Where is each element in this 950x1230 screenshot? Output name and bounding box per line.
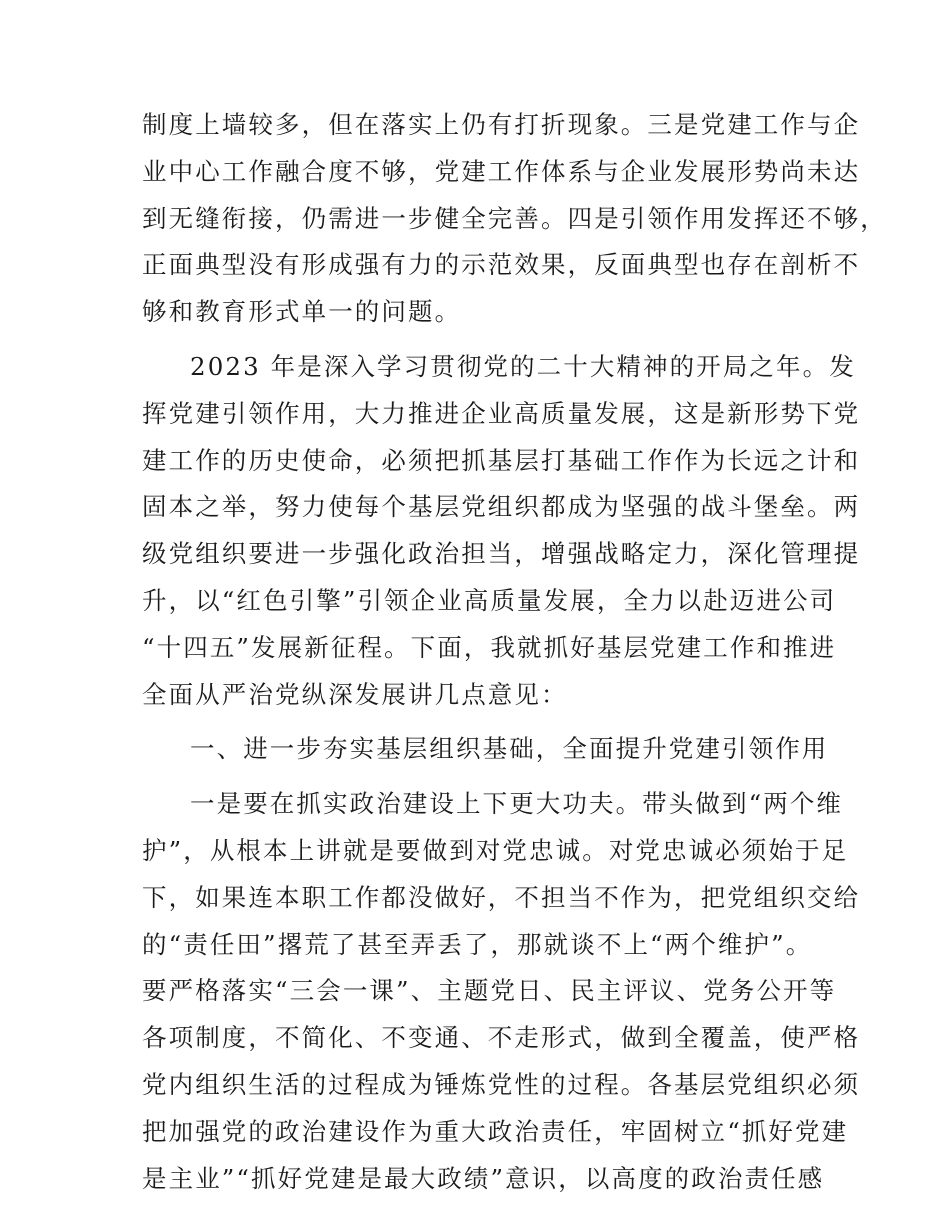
text-line: 2023 年是深入学习贯彻党的二十大精神的开局之年。发	[190, 351, 856, 381]
paragraph-continuation	[142, 102, 887, 336]
paragraph-political-building	[142, 781, 861, 1202]
section-heading-text: 一、进一步夯实基层组织基础，全面提升党建引领作用	[190, 734, 829, 764]
text-line: 级党组织要进一步强化政治担当，增强战略定力，深化管理提	[142, 539, 861, 569]
text-line: 把加强党的政治建设作为重大政治责任，牢固树立“抓好党建	[142, 1116, 849, 1146]
text-line: 升，以“红色引擎”引领企业高质量发展，全力以赴迈进公司	[142, 585, 837, 615]
text-line: 要严格落实“三会一课”、主题党日、民主评议、党务公开等	[142, 976, 837, 1006]
paragraph-2023-intro	[142, 344, 861, 718]
text-line: 制度上墙较多，但在落实上仍有打折现象。三是党建工作与企	[142, 110, 861, 139]
text-line: 固本之举，努力使每个基层党组织都成为坚强的战斗堡垒。两	[142, 492, 861, 522]
text-line: 下，如果连本职工作都没做好，不担当不作为，把党组织交给	[142, 882, 861, 912]
text-line: 一是要在抓实政治建设上下更大功夫。带头做到“两个维	[190, 789, 844, 819]
text-line: 是主业”“抓好党建是最大政绩”意识，以高度的政治责任感	[142, 1163, 825, 1193]
section-heading-1	[142, 726, 829, 773]
text-line: 的“责任田”撂荒了甚至弄丢了，那就谈不上“两个维护”。	[142, 929, 813, 959]
text-line: 够和教育形式单一的问题。	[142, 297, 462, 327]
text-line: 建工作的历史使命，必须把抓基层打基础工作作为长远之计和	[142, 445, 861, 475]
text-line: 挥党建引领作用，大力推进企业高质量发展，这是新形势下党	[142, 398, 861, 428]
text-line: 全面从严治党纵深发展讲几点意见：	[142, 679, 568, 709]
text-line: 到无缝衔接，仍需进一步健全完善。四是引领作用发挥还不够，	[142, 203, 887, 233]
text-line: “十四五”发展新征程。下面，我就抓好基层党建工作和推进	[142, 632, 837, 662]
text-line: 业中心工作融合度不够，党建工作体系与企业发展形势尚未达	[142, 156, 861, 186]
text-line: 党内组织生活的过程成为锤炼党性的过程。各基层党组织必须	[142, 1069, 861, 1099]
text-line: 护”，从根本上讲就是要做到对党忠诚。对党忠诚必须始于足	[142, 835, 849, 865]
text-line: 正面典型没有形成强有力的示范效果，反面典型也存在剖析不	[142, 250, 861, 280]
document-body	[142, 102, 887, 1202]
text-line: 各项制度，不简化、不变通、不走形式，做到全覆盖，使严格	[142, 1023, 861, 1053]
